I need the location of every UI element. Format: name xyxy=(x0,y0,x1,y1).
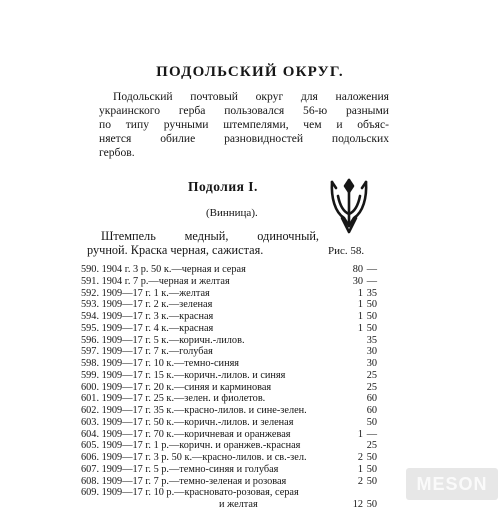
catalog-row xyxy=(81,311,377,323)
catalog-row xyxy=(81,476,377,488)
price-kopeks: — xyxy=(366,264,377,275)
price-kopeks: 25 xyxy=(366,381,377,393)
ukrainian-trident-icon xyxy=(328,176,370,236)
catalog-entry: 608. 1909—17 г. 7 р.—темно-зеленая и розовая xyxy=(81,475,287,487)
page-title: ПОДОЛЬСКИЙ ОКРУГ. xyxy=(156,64,344,80)
catalog-row xyxy=(81,429,377,441)
price-rubles: 1 xyxy=(357,428,363,440)
price-rubles: 1 xyxy=(357,463,363,475)
catalog-row xyxy=(81,323,377,335)
catalog-row xyxy=(81,264,377,276)
catalog-entry: 600. 1909—17 г. 20 к.—синяя и карминовая xyxy=(81,381,272,393)
catalog-row xyxy=(81,299,377,311)
intro-line: няется обилие разновидностей подольских xyxy=(99,132,389,145)
catalog-row xyxy=(81,405,377,417)
catalog-list xyxy=(81,264,377,511)
section-subtitle: (Винница). xyxy=(206,207,258,219)
section-title: Подолия I. xyxy=(188,179,258,194)
price-kopeks: 35 xyxy=(366,287,377,299)
catalog-row xyxy=(81,487,377,499)
catalog-entry: 597. 1909—17 г. 7 к.—голубая xyxy=(81,346,213,358)
catalog-entry: 598. 1909—17 г. 10 к.—темно-синяя xyxy=(81,358,240,369)
price-kopeks: 25 xyxy=(366,369,377,381)
catalog-entry: 595. 1909—17 г. 4 к.—красная xyxy=(81,322,214,334)
catalog-entry: 607. 1909—17 г. 5 р.—темно-синяя и голубая xyxy=(81,463,279,475)
catalog-entry: 605. 1909—17 г. 1 р.—коричн. и оранжев.-красная xyxy=(81,440,301,452)
price-rubles: 1 xyxy=(357,299,363,311)
catalog-row xyxy=(81,276,377,288)
price-rubles: 30 xyxy=(352,275,363,287)
description-line: Штемпель медный, одиночный, xyxy=(101,229,319,243)
price-rubles: 80 xyxy=(352,264,363,275)
intro-line: по типу ручными штемпелями, чем и объяс- xyxy=(99,118,389,131)
price-kopeks: 30 xyxy=(366,346,377,358)
catalog-entry: 593. 1909—17 г. 2 к.—зеленая xyxy=(81,299,213,311)
catalog-entry: 599. 1909—17 г. 15 к.—коричн.-лилов. и синяя xyxy=(81,369,286,381)
catalog-entry: 602. 1909—17 г. 35 к.—красно-лилов. и сине-зелен. xyxy=(81,405,307,416)
catalog-entry: 606. 1909—17 г. 3 р. 50 к.—красно-лилов. и св.-зел. xyxy=(81,452,307,463)
catalog-row xyxy=(81,382,377,394)
price-kopeks: — xyxy=(366,428,377,440)
catalog-row xyxy=(81,499,377,511)
catalog-entry: 603. 1909—17 г. 50 к.—коричн.-лилов. и зеленая xyxy=(81,416,294,428)
price-kopeks: 35 xyxy=(366,334,377,346)
catalog-row xyxy=(81,370,377,382)
price-rubles: 2 xyxy=(357,452,363,463)
intro-line: Подольский почтовый округ для наложения xyxy=(113,90,389,103)
price-kopeks: 50 xyxy=(366,416,377,428)
description-line: ручной. Краска черная, сажистая. xyxy=(87,243,264,257)
watermark: MESON xyxy=(406,468,498,500)
catalog-entry: 601. 1909—17 г. 25 к.—зелен. и фиолетов. xyxy=(81,393,266,405)
catalog-entry: 591. 1904 г. 7 р.—черная и желтая xyxy=(81,275,230,287)
intro-paragraph xyxy=(99,90,389,160)
catalog-row xyxy=(81,335,377,347)
intro-line: гербов. xyxy=(99,146,135,159)
price-rubles: 2 xyxy=(357,475,363,487)
catalog-row xyxy=(81,464,377,476)
catalog-entry: 592. 1909—17 г. 1 к.—желтая xyxy=(81,287,210,299)
catalog-row xyxy=(81,346,377,358)
catalog-row xyxy=(81,393,377,405)
intro-line: украинского герба пользовался 56-ю разными xyxy=(99,104,389,117)
catalog-entry: 594. 1909—17 г. 3 к.—красная xyxy=(81,311,214,322)
price-kopeks: 50 xyxy=(366,475,377,487)
price-kopeks: 25 xyxy=(366,440,377,452)
catalog-entry: 596. 1909—17 г. 5 к.—коричн.-лилов. xyxy=(81,334,245,346)
catalog-row xyxy=(81,358,377,370)
catalog-entry: 590. 1904 г. 3 р. 50 к.—черная и серая xyxy=(81,264,246,275)
price-rubles: 1 xyxy=(357,311,363,322)
price-kopeks: 60 xyxy=(366,393,377,405)
price-kopeks: — xyxy=(366,275,377,287)
price-kopeks: 50 xyxy=(366,311,377,322)
catalog-row xyxy=(81,440,377,452)
price-kopeks: 30 xyxy=(366,358,377,369)
price-rubles: 1 xyxy=(357,322,363,334)
price-kopeks: 50 xyxy=(366,463,377,475)
catalog-entry: 604. 1909—17 г. 70 к.—коричневая и оранжевая xyxy=(81,428,291,440)
catalog-entry: 609. 1909—17 г. 10 р.—красновато-розовая, серая xyxy=(81,487,299,499)
price-rubles: 12 xyxy=(352,499,363,510)
price-kopeks: 50 xyxy=(366,499,377,510)
catalog-row xyxy=(81,452,377,464)
price-kopeks: 50 xyxy=(366,322,377,334)
price-rubles: 1 xyxy=(357,287,363,299)
catalog-row xyxy=(81,417,377,429)
catalog-entry: и желтая xyxy=(219,499,258,510)
stamp-description xyxy=(87,229,319,257)
price-kopeks: 50 xyxy=(366,299,377,311)
price-kopeks: 60 xyxy=(366,405,377,416)
figure-caption: Рис. 58. xyxy=(328,245,365,257)
catalog-row xyxy=(81,288,377,300)
price-kopeks: 50 xyxy=(366,452,377,463)
